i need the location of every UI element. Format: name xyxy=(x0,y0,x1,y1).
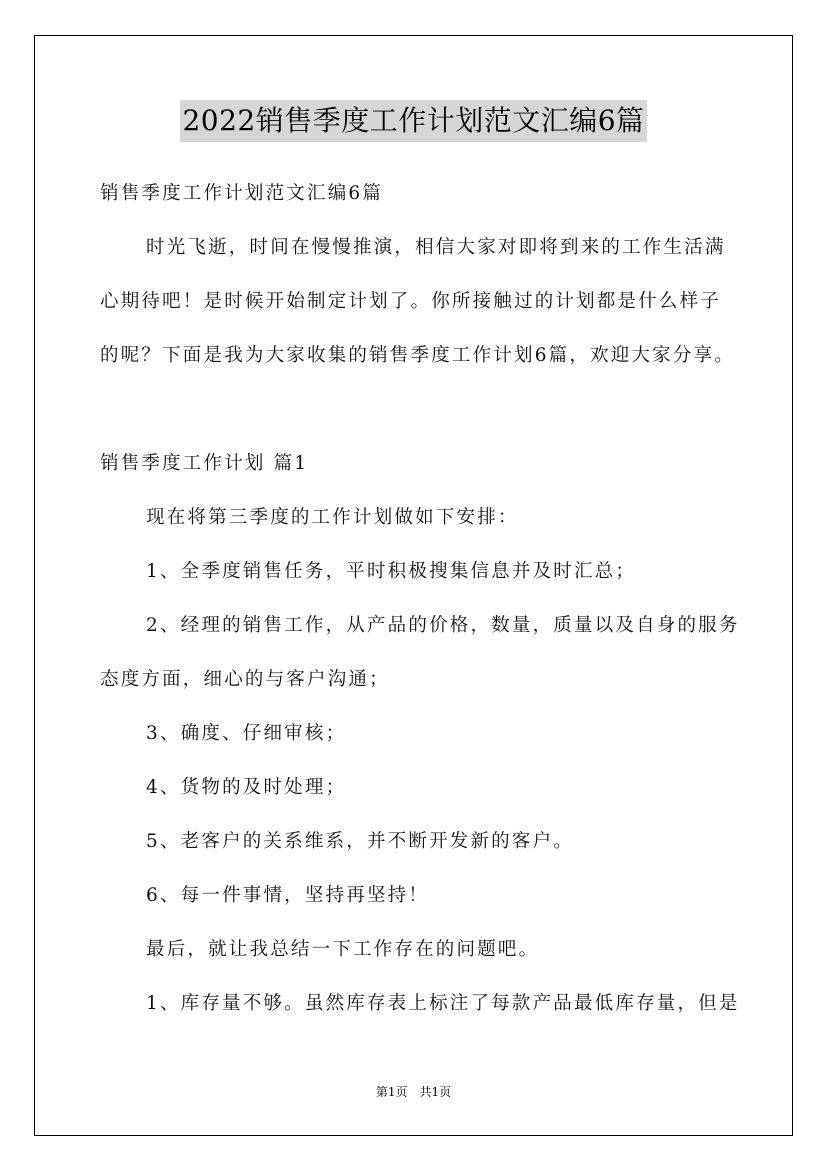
body-line: 现在将第三季度的工作计划做如下安排： xyxy=(146,507,519,528)
body-line: 3、确度、仔细审核； xyxy=(146,723,347,744)
body-line: 6、每一件事情，坚持再坚持！ xyxy=(146,885,430,906)
body-line: 1、全季度销售任务，平时积极搜集信息并及时汇总； xyxy=(146,561,637,582)
section-heading: 销售季度工作计划 篇1 xyxy=(100,453,309,474)
body-line: 5、老客户的关系维系，并不断开发新的客户。 xyxy=(146,831,574,852)
page-footer: 第1页 共1页 xyxy=(375,1085,452,1099)
intro-line: 的呢？下面是我为大家收集的销售季度工作计划6篇，欢迎大家分享。 xyxy=(100,345,735,366)
body-line: 4、货物的及时处理； xyxy=(146,777,347,798)
body-line: 态度方面，细心的与客户沟通； xyxy=(100,669,390,690)
document-subtitle: 销售季度工作计划范文汇编6篇 xyxy=(100,183,384,204)
body-line: 最后，就让我总结一下工作存在的问题吧。 xyxy=(146,939,540,960)
body-line: 2、经理的销售工作，从产品的价格，数量，质量以及自身的服务 xyxy=(146,615,740,636)
intro-line: 心期待吧！是时候开始制定计划了。你所接触过的计划都是什么样子 xyxy=(100,291,722,312)
document-title-text: 2022销售季度工作计划范文汇编6篇 xyxy=(180,100,646,142)
intro-line: 时光飞逝，时间在慢慢推演，相信大家对即将到来的工作生活满 xyxy=(146,237,726,258)
document-title xyxy=(0,100,827,142)
body-line: 1、库存量不够。虽然库存表上标注了每款产品最低库存量，但是 xyxy=(146,993,740,1014)
